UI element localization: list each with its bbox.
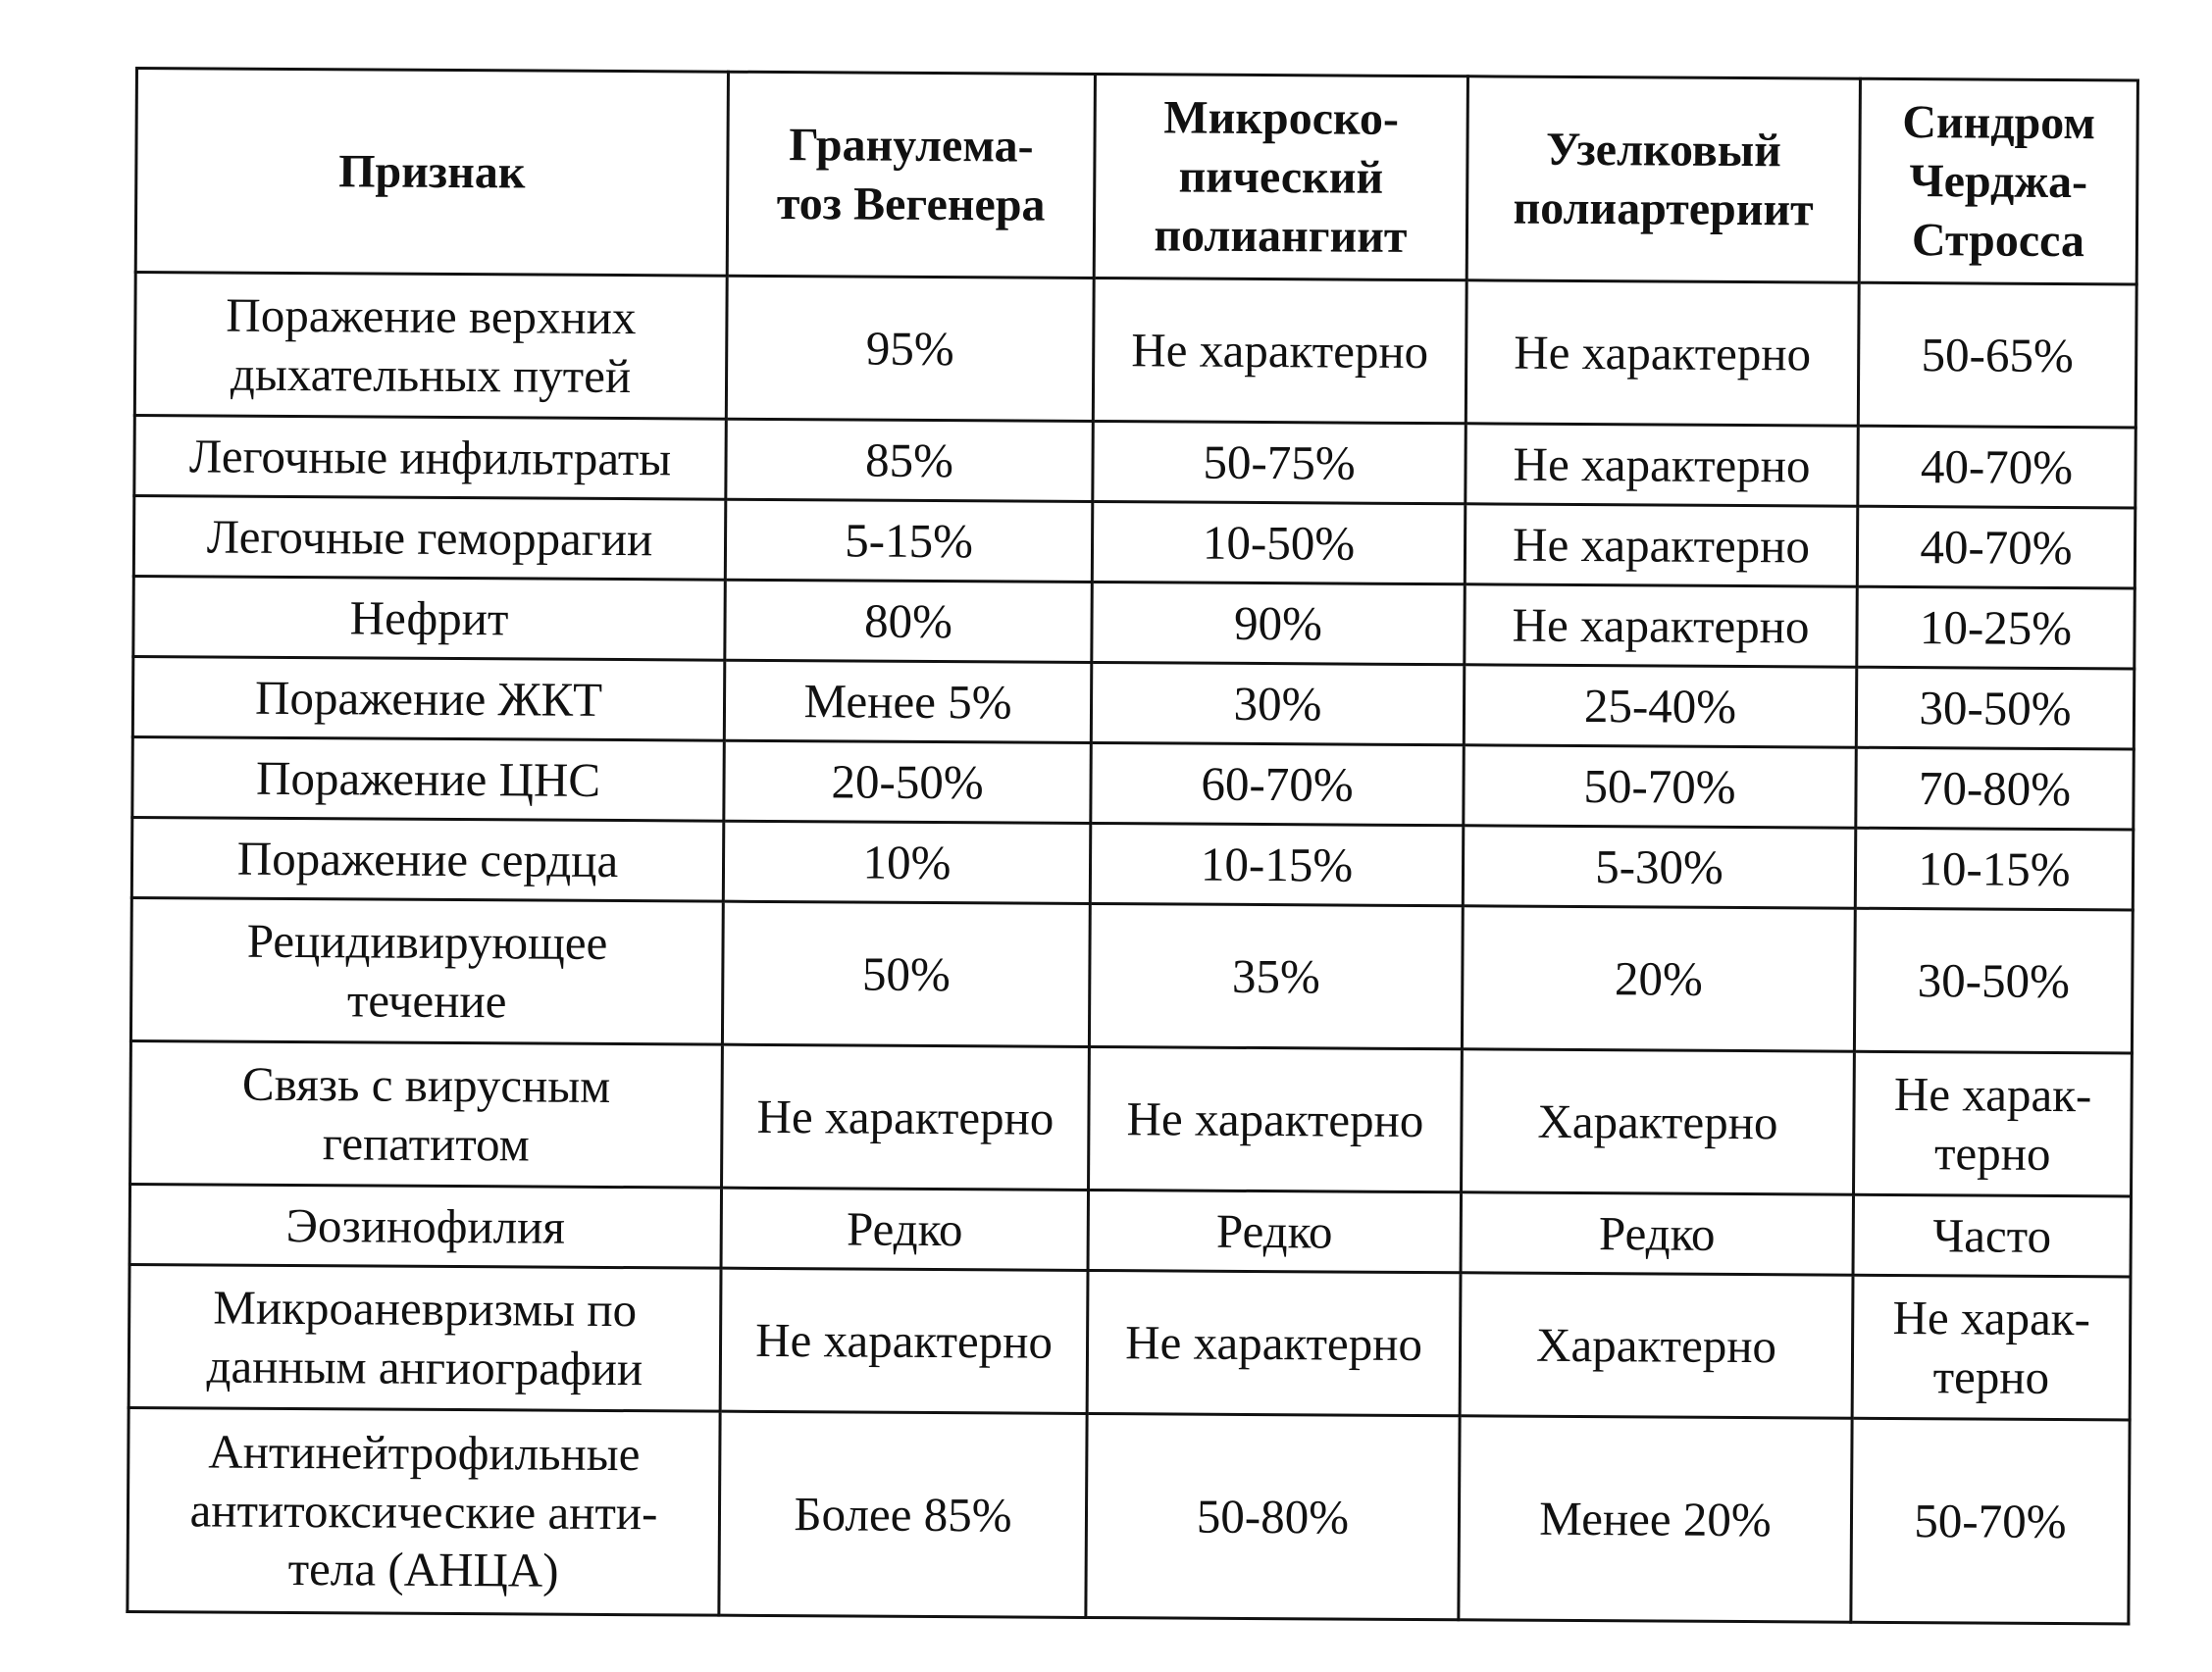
table-cell: 30-50% [1856,667,2134,749]
table-row [132,736,2134,829]
table-cell: Менее 5% [724,660,1091,742]
table-cell: 70-80% [1856,747,2134,830]
table-cell: Поражение ЖКТ [132,656,724,740]
header-polyarteritis-nodosa: Узелковый полиартериит [1466,76,1860,282]
table-cell: 10-15% [1090,823,1463,905]
table-cell: Поражение ЦНС [132,736,724,821]
header-wegener: Гранулема- тоз Вегенера [727,72,1095,278]
table-row [130,897,2133,1052]
table-cell: Микроаневризмы по данным ангиографии [129,1264,721,1411]
table-cell: Не характерно [1466,424,1858,506]
table-cell: Менее 20% [1459,1416,1852,1622]
vasculitis-comparison-table-wrapper [126,67,2136,1625]
table-row [132,656,2134,748]
table-cell: 10% [723,821,1090,903]
table-cell: 10-50% [1092,501,1465,583]
table-cell: Антинейтрофильные антитоксические анти- тела (АНЦА) [128,1407,720,1615]
table-cell: Редко [1088,1190,1461,1272]
table-cell: 20% [1462,906,1855,1051]
table-row [129,1264,2131,1419]
table-row [134,273,2136,428]
table-cell: 95% [726,276,1094,421]
table-row [131,817,2133,909]
table-cell: 5-15% [725,499,1092,582]
table-cell: 30% [1091,662,1464,744]
table-cell: 40-70% [1857,506,2135,588]
table-row [133,576,2135,668]
table-cell: Нефрит [133,576,725,660]
table-cell: Поражение сердца [131,817,723,901]
table-cell: Не характерно [1465,584,1857,667]
table-cell: Более 85% [719,1411,1087,1617]
table-cell: 50-70% [1851,1418,2130,1624]
table-cell: Характерно [1460,1273,1853,1418]
table-cell: 40-70% [1858,426,2135,508]
header-microscopic-polyangiitis: Микроско- пический полиангиит [1094,74,1467,279]
table-cell: Не характерно [722,1044,1090,1190]
table-cell: 90% [1092,582,1465,664]
table-cell: Не характерно [720,1268,1088,1413]
table-cell: 50-65% [1858,282,2136,428]
table-cell: 85% [726,419,1093,501]
table-row [128,1407,2130,1623]
table-cell: 60-70% [1091,742,1464,825]
table-cell: Не характерно [1093,278,1466,423]
header-churg-strauss: Синдром Черджа- Стросса [1859,78,2137,284]
table-cell: Не харак- терно [1854,1051,2133,1196]
table-header-row [135,69,2137,284]
table-cell: 80% [725,580,1092,662]
table-cell: Не характерно [1087,1270,1461,1415]
table-cell: Характерно [1462,1049,1855,1194]
table-cell: 50-75% [1093,421,1466,503]
table-cell: Не характерно [1089,1046,1463,1191]
table-row [133,496,2135,588]
table-row [130,1040,2133,1195]
table-cell: Поражение верхних дыхательных путей [134,273,727,420]
table-cell: 35% [1089,903,1463,1048]
vasculitis-comparison-table [126,67,2139,1625]
table-cell: Часто [1853,1194,2131,1277]
table-cell: Редко [721,1188,1088,1270]
table-cell: 25-40% [1464,665,1856,747]
table-cell: Не характерно [1465,504,1857,586]
header-sign: Признак [135,69,728,277]
table-cell: Легочные инфильтраты [134,416,726,500]
table-cell: 20-50% [724,740,1091,823]
table-cell: 10-25% [1857,586,2135,669]
table-cell: Не харак- терно [1852,1275,2131,1420]
table-cell: 50-80% [1086,1413,1460,1619]
table-cell: Эозинофилия [129,1184,721,1268]
table-cell: Легочные геморрагии [133,496,725,581]
table-cell: 50% [722,901,1090,1046]
table-row [134,416,2135,508]
table-cell: Рецидивирующее течение [130,897,723,1044]
table-cell: 10-15% [1855,828,2133,910]
table-cell: Редко [1461,1192,1853,1275]
table-cell: Не характерно [1466,280,1859,426]
table-cell: 5-30% [1463,826,1855,908]
table-cell: 50-70% [1464,745,1856,828]
table-cell: Связь с вирусным гепатитом [130,1040,723,1188]
table-row [129,1184,2131,1276]
table-cell: 30-50% [1854,908,2133,1053]
